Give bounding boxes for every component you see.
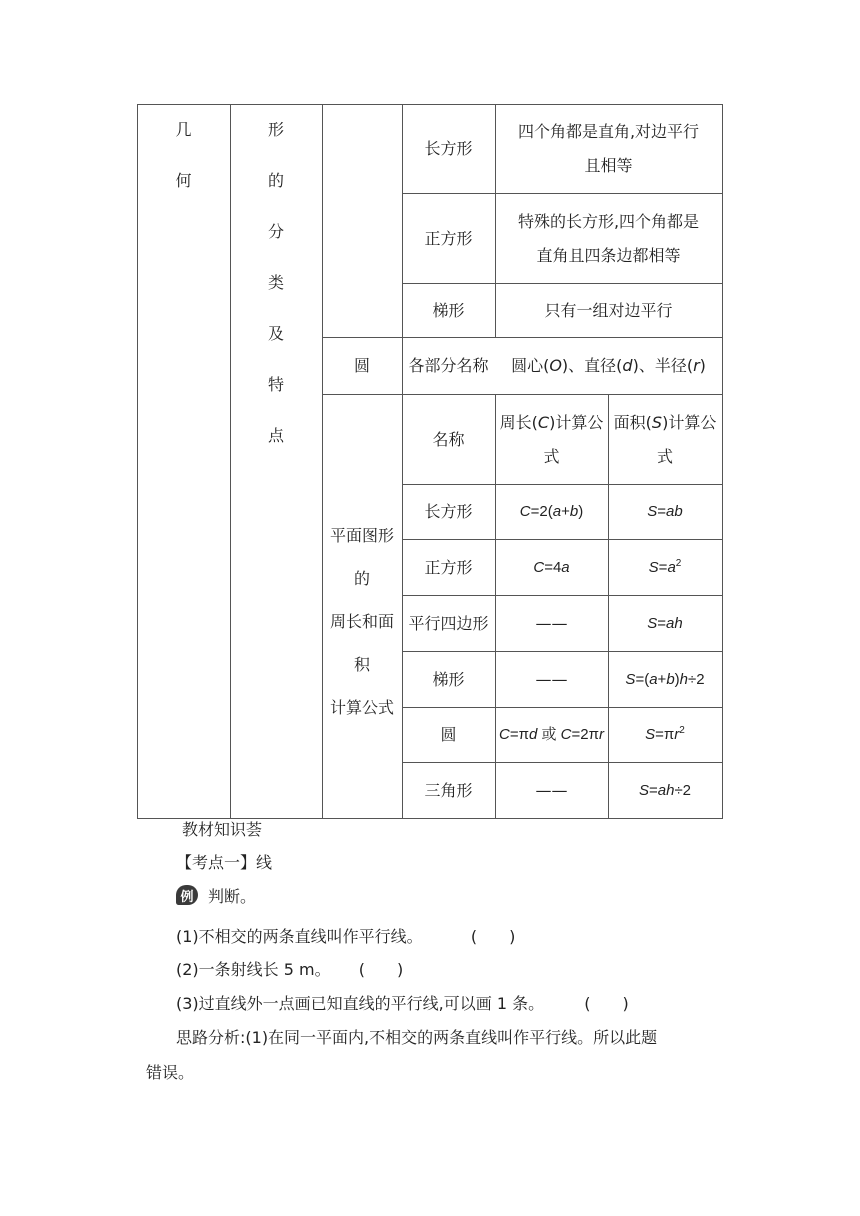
cell-text: 何 — [175, 171, 192, 190]
perimeter-formula: —— — [535, 780, 568, 800]
header-name: 名称 — [432, 429, 465, 449]
answer-blank[interactable]: ( ) — [358, 960, 404, 979]
cell-text: 且相等 — [584, 155, 633, 175]
cell-text: 点 — [267, 426, 284, 445]
formula-shape: 长方形 — [424, 502, 473, 521]
shape-description: 只有一组对边平行 — [544, 300, 673, 320]
formula-shape: 三角形 — [424, 780, 473, 800]
perimeter-formula: C=πd 或 C=2πr — [499, 726, 604, 743]
perimeter-formula: —— — [535, 669, 568, 689]
cell-text: 直角且四条边都相等 — [536, 245, 681, 265]
cell-text: 计算公式 — [329, 698, 394, 717]
formula-shape: 正方形 — [424, 557, 473, 577]
cell-text: 形 — [267, 120, 284, 139]
exam-point-title: 【考点一】线 — [176, 853, 273, 872]
analysis-line: 思路分析:(1)在同一平面内,不相交的两条直线叫作平行线。所以此题 — [176, 1028, 658, 1047]
cell-text: 平面图形 — [329, 526, 394, 545]
formula-shape: 梯形 — [432, 669, 465, 689]
cell-text: 特 — [267, 375, 284, 394]
cell-text: 几 — [175, 120, 192, 139]
cell-text: 分 — [267, 222, 284, 241]
formula-group-label — [322, 395, 402, 818]
section-heading: 教材知识荟 — [182, 820, 263, 839]
shape-name: 梯形 — [432, 300, 465, 320]
area-formula: S=ab — [647, 503, 683, 520]
shape-name: 长方形 — [424, 138, 473, 158]
header-perimeter: 周长(C)计算公 式 — [499, 412, 604, 466]
shape-description — [495, 104, 722, 193]
perimeter-formula: C=4a — [533, 558, 570, 576]
cell-text: 特殊的长方形,四个角都是 — [517, 211, 700, 231]
cell-text: 周长和面 — [329, 612, 394, 631]
answer-blank[interactable]: ( ) — [470, 927, 516, 946]
shape-name: 正方形 — [424, 228, 473, 248]
cell-text: 四个角都是直角,对边平行 — [517, 121, 700, 141]
cell-text: 的 — [267, 171, 284, 190]
area-formula: S=ah — [647, 614, 683, 632]
area-formula: $S=a^2$ — [648, 557, 682, 576]
cell-text: 积 — [353, 655, 370, 674]
perimeter-formula: C=2(a+b) — [519, 503, 584, 520]
answer-blank[interactable]: ( ) — [584, 994, 629, 1013]
analysis-line: 错误。 — [146, 1063, 195, 1082]
area-formula: S=(a+b)h÷2 — [625, 670, 705, 688]
parts-label: 各部分名称 — [408, 356, 489, 375]
table-border-bottom — [137, 818, 723, 819]
area-formula: $S=\pi r^2$ — [645, 725, 685, 743]
table-border-left — [137, 104, 138, 818]
shape-description — [495, 194, 722, 283]
cell-text: 的 — [353, 569, 370, 588]
formula-shape: 圆 — [440, 725, 457, 744]
question-prompt: 判断。 — [208, 887, 257, 906]
column-geometry — [137, 104, 230, 206]
table-border-right — [722, 104, 723, 818]
question-2 — [176, 960, 403, 980]
question-text: (1)不相交的两条直线叫作平行线。 — [176, 927, 423, 946]
question-text: (3)过直线外一点画已知直线的平行线,可以画 1 条。 — [176, 994, 545, 1013]
area-formula: S=ah÷2 — [638, 781, 692, 799]
formula-shape: 平行四边形 — [408, 613, 489, 633]
circle-parts: 圆心(O)、直径(d)、半径(r) — [511, 356, 706, 375]
question-3 — [176, 994, 629, 1014]
circle-label: 圆 — [353, 356, 370, 375]
column-classification — [230, 104, 322, 461]
header-area: 面积(S)计算公 式 — [613, 412, 717, 466]
question-text: (2)一条射线长 5 m。 — [176, 960, 331, 979]
perimeter-formula: —— — [535, 613, 568, 633]
example-icon: 例 — [176, 885, 198, 905]
cell-text: 及 — [267, 324, 284, 343]
question-1 — [176, 927, 515, 947]
cell-text: 类 — [267, 273, 284, 292]
